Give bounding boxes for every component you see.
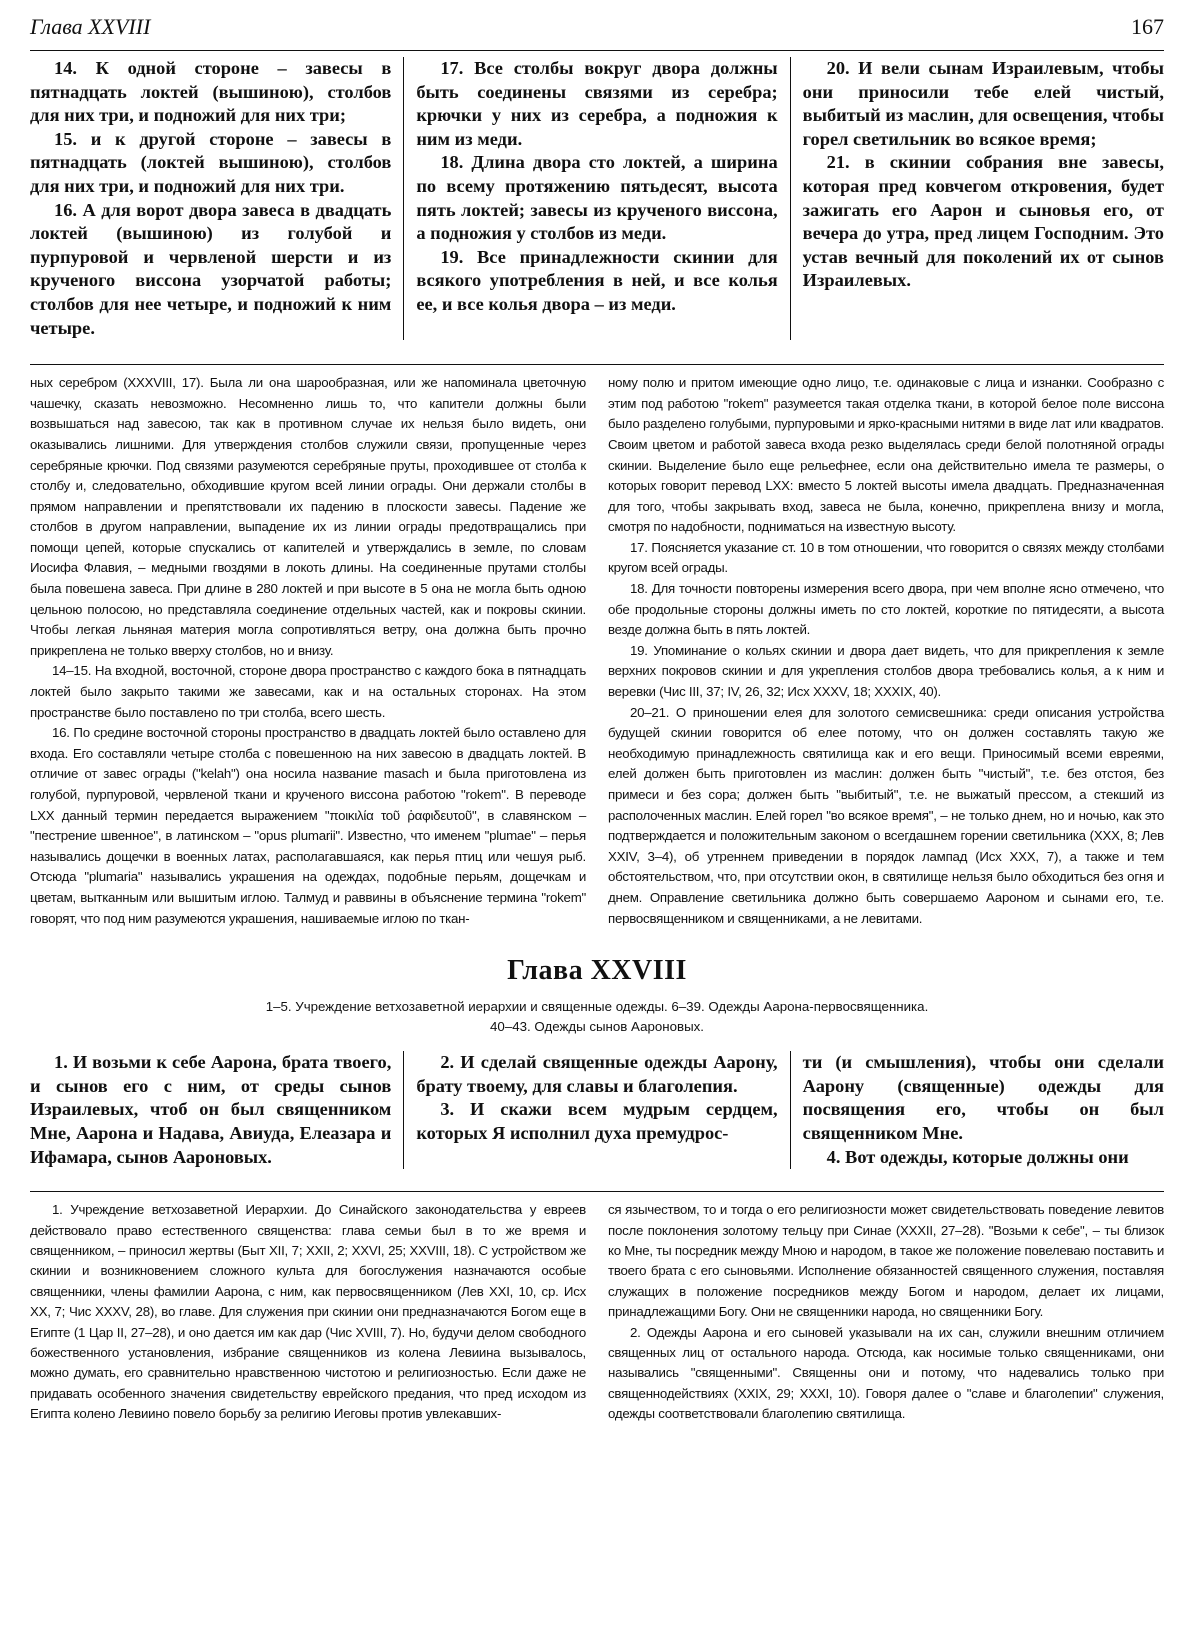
commentary-column-right bbox=[608, 1200, 1164, 1424]
commentary-paragraph: ся язычеством, то и тогда о его религиозности может свидетельствовать поведение левитов после поклонения золотому тельцу при Синае (XXXII, 27–28). "Возьми к себе", – ты близок ко Мне, ты посредник между Мною и народом, в такое же положение повелеваю поставить и твоего брата с его сыновьями. Исполнение обязанностей священного служения, поставляя служащих в положение посредников между Богом и народом, делает их лицами, принадлежащими Богу. Они не священники народа, но священники Богу. bbox=[608, 1202, 1164, 1320]
commentary-paragraph: ному полю и притом имеющие одно лицо, т.е. одинаковые с лица и изнанки. Сообразно с этим под работою "rokem" разумеется такая отделка ткани, в которой белое поле виссона было разделено голубыми, пурпуровыми и ярко-красными нитями в виде лат или квадратов. Своим цветом и работой завеса входа резко выделялась среди белой полотняной ограды скинии. Выделение было еще рельефнее, если она действительно имела те размеры, о которых говорит перевод LXX: вместо 5 локтей высоты имела двадцать. Предназначенная для того, чтобы закрывать вход, завеса не была, конечно, прикреплена внизу и могла, смотря по надобности, подниматься на известную высоту. bbox=[608, 375, 1164, 535]
chapter-summary-line: 40–43. Одежды сынов Аароновых. bbox=[490, 1019, 704, 1035]
commentary-column-left bbox=[30, 373, 586, 929]
commentary-paragraph: ных серебром (XXXVIII, 17). Была ли она шарообразная, или же напоминала цветочную чашечку, сказать невозможно. Несомненно лишь то, что капители должны были возвышаться над завесою, так как в противном случае их нельзя было видеть, они оказывались лишними. Для утверждения столбов служили связи, пропущенные через серебряные крючки. Под связями разумеются серебряные пруты, проходившее от столба к столбу и, следовательно, обходившие кругом всей линии ограды. Они держали столбы в прямом направлении и препятствовали их падению в плоскости завесы. Падение же столбов в другом направлении, выпадение их из линии ограды предотвращались при помощи цепей, которые спускались от капителей и утверждались в земле, по словам Иосифа Флавия, – медными гвоздями в локоть длины. На соединенные прутами столбы была повешена завеса. При длине в 280 локтей и при высоте в 5 она не могла быть одною цельною полосою, но представляла соединение отдельных частей, как и покровы скинии. Чтобы легкая льняная материя могла сопротивляться ветру, она должна быть прочно прикреплена не только вверху столбов, но и внизу. bbox=[30, 375, 586, 658]
verse-column-2 bbox=[403, 57, 789, 340]
divider bbox=[30, 364, 1164, 365]
chapter-title: Глава XXVIII bbox=[507, 955, 687, 987]
verse-column-1 bbox=[30, 57, 403, 340]
verse-3-continued: ти (и смышления), чтобы они сделали Аарону (священные) одежды для посвящения его, чтобы он был священником Мне. bbox=[802, 1052, 1164, 1143]
verse-14: 14. К одной стороне – завесы в пятнадцать локтей (вышиною), столбов для них три, и подножий для них три; bbox=[30, 58, 392, 126]
verse-20: 20. И вели сынам Израилевым, чтобы они приносили тебе елей чистый, выбитый из маслин, для освещения, чтобы горел светильник во всякое время; bbox=[802, 58, 1164, 149]
commentary-paragraph: 14–15. На входной, восточной, стороне двора пространство с каждого бока в пятнадцать локтей было закрыто такими же завесами, как и на остальных сторонах. На этом пространстве было поставлено по три столба, всего шесть. bbox=[30, 663, 586, 720]
verse-21: 21. в скинии собрания вне завесы, которая пред ковчегом откровения, будет зажигать его Аарон и сыновья его, от вечера до утра, пред лицем Господним. Это устав вечный для поколений их от сынов Израилевых. bbox=[802, 152, 1164, 291]
verse-19: 19. Все принадлежности скинии для всякого употребления в ней, и все колья ее, и все колья двора – из меди. bbox=[416, 246, 778, 314]
verse-16: 16. А для ворот двора завеса в двадцать локтей (вышиною) из голубой и пурпуровой и червленой шерсти и из крученого виссона узорчатой работы; столбов для нее четыре, и подножий к ним четыре. bbox=[30, 199, 392, 338]
commentary-paragraph: 19. Упоминание о кольях скинии и двора дает видеть, что для прикрепления к земле верхних покровов скинии и для укрепления столбов двора требовались колья, а к ним и веревки (Чис III, 37; IV, 26, 32; Исх XXXV, 18; XXXIX, 40). bbox=[608, 642, 1164, 700]
commentary-top bbox=[30, 373, 1164, 929]
verse-2: 2. И сделай священные одежды Аарону, брату твоему, для славы и благолепия. bbox=[416, 1052, 778, 1096]
verses-top bbox=[30, 57, 1164, 340]
chapter-summary bbox=[30, 997, 1164, 1037]
verse-column-3 bbox=[790, 1051, 1164, 1169]
commentary-paragraph: 16. По средине восточной стороны пространство в двадцать локтей было оставлено для входа. Его составляли четыре столба с повешенною на них завесою в двадцать локтей. В отличие от завес ограды ("kelah") она носила название masach и была приготовлена из голубой, пурпуровой, червленой ткани и крученого виссона работою "rokem". В переводе LXX данный термин передается выражением "ποικιλία τοῦ ῥαφιδευτοῦ", в славянском – "пестрение швенное", в латинском – "opus plumarii". Известно, что именем "plumae" – перья назывались дощечки в военных латах, располагавшаяся, как перья птиц или чешуя рыб. Отсюда "plumaria" назывались украшения на одеждах, подобные перьям, дощечкам и цветам, вытканным или вышитым иглою. Талмуд и раввины в объяснение термина "rokem" говорят, что под ним разумеются украшения, нашиваемые иглою по ткан- bbox=[30, 725, 586, 926]
running-header bbox=[30, 14, 1164, 51]
running-chapter-title: Глава XXVIII bbox=[30, 14, 151, 39]
verse-18: 18. Длина двора сто локтей, а ширина по всему протяжению пятьдесят, высота пять локтей; завесы из крученого виссона, а подножия у столбов из меди. bbox=[416, 152, 778, 244]
verse-4: 4. Вот одежды, которые должны они bbox=[826, 1146, 1129, 1167]
verse-3: 3. И скажи всем мудрым сердцем, которых Я исполнил духа премудрос- bbox=[416, 1099, 778, 1143]
page-number: 167 bbox=[1131, 14, 1164, 39]
verse-15: 15. и к другой стороне – завесы в пятнадцать (локтей вышиною), столбов для них три, и подножий для них три. bbox=[30, 128, 392, 196]
commentary-paragraph: 17. Поясняется указание ст. 10 в том отношении, что говорится о связях между столбами кругом всей ограды. bbox=[608, 539, 1164, 576]
commentary-paragraph: 1. Учреждение ветхозаветной Иерархии. До Синайского законодательства у евреев действовало право естественного священства: глава семьи был в то же время и священником, – приносил жертвы (Быт XII, 7; XXII, 2; XXVI, 25; XXVIII, 18). С устройством же скинии и возникновением сложного культа для богослужения назначаются особые священники, члены фамилии Аарона, с ним, как первосвященником (Лев XXI, 10, ср. Исх XX, 7; Чис XXXV, 28), во главе. Для служения при скинии они предназначаются Богом еще в Египте (1 Цар II, 27–28), и оно дается им как дар (Чис XVIII, 7). Но, будучи делом свободного божественного установления, избрание священников из колена Левиина вызывалось, можно думать, его сравнительно нравственною чистотою и религиозностью. Если даже не придавать особенного значения свидетельству еврейского предания, что пред исходом из Египта колено Левиино повело борьбу за религию Иеговы против увлекавших- bbox=[30, 1202, 586, 1422]
commentary-paragraph: 2. Одежды Аарона и его сыновей указывали на их сан, служили внешним отличием священных лиц от остального народа. Отсюда, как носимые только священниками, они назывались "священными". Священны они и потому, что надевались только при священнодействиях (XXIX, 29; XXXI, 10). Говоря далее о "славе и благолепии" служения, одежды соответствовали благолепию святилища. bbox=[608, 1324, 1164, 1422]
verse-column-2 bbox=[403, 1051, 789, 1169]
page bbox=[30, 14, 1164, 1425]
verse-17: 17. Все столбы вокруг двора должны быть соединены связями из серебра; крючки у них из серебра, а подножия к ним из меди. bbox=[416, 58, 778, 149]
verse-column-3 bbox=[790, 57, 1164, 340]
verses-bottom bbox=[30, 1051, 1164, 1169]
verse-column-1 bbox=[30, 1051, 403, 1169]
verse-1: 1. И возьми к себе Аарона, брата твоего, и сынов его с ним, от среды сынов Израилевых, чтоб он был священником Мне, Аарона и Надава, Авиуда, Елеазара и Ифамара, сынов Аароновых. bbox=[30, 1052, 392, 1167]
divider bbox=[30, 1191, 1164, 1192]
commentary-column-left bbox=[30, 1200, 586, 1424]
commentary-paragraph: 18. Для точности повторены измерения всего двора, при чем вполне ясно отмечено, что обе продольные стороны должны иметь по сто локтей, короткие по пятидесяти, а высота везде должна быть в пять локтей. bbox=[608, 581, 1164, 638]
commentary-bottom bbox=[30, 1200, 1164, 1424]
commentary-paragraph: 20–21. О приношении елея для золотого семисвешника: среди описания устройства будущей скинии говорится об елее потому, что он должен составлять такую же необходимую принадлежность святилища как и его вещи. Приносимый всеми евреями, елей должен быть приготовлен из маслин: должен быть "чистый", т.е. без отстоя, без примеси и без сора; должен быть "выбитый", т.е. не выжатый прессом, а стекший из располоченных маслин. Елей горел "во всякое время", – не только днем, но и ночью, как это подтверждается и положительным законом о всегдашнем горении светильника (XXX, 8; Лев XXIV, 3–4), об утреннем приведении в порядок лампад (Исх XXX, 7), а также и тем обстоятельством, что, при отсутствии окон, в святилище нельзя было обходиться без огня и днем. Оправление светильника должно быть совершаемо Аароном и сынами его, т.е. первосвященником и священниками, а не левитами. bbox=[608, 704, 1164, 926]
chapter-summary-line: 1–5. Учреждение ветхозаветной иерархии и священные одежды. 6–39. Одежды Аарона-первосвященника. bbox=[265, 999, 929, 1015]
commentary-column-right bbox=[608, 373, 1164, 929]
